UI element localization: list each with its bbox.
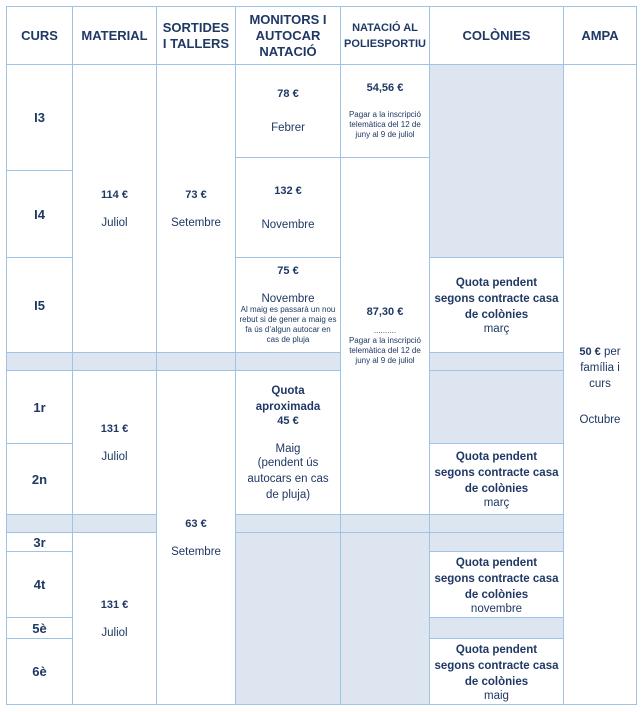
header-sortides-line2: I TALLERS: [162, 35, 230, 51]
material-primary-low-amount: 131 €: [100, 422, 129, 435]
course-5e: [6, 617, 73, 639]
natacio-rest-amount: 87,30 €: [366, 306, 404, 318]
sortides-infantil-month: Setembre: [171, 216, 221, 229]
sortides-infantil-amount: 73 €: [185, 188, 207, 201]
colonies-6e-line1: Quota pendent: [455, 643, 538, 656]
course-i3: [6, 64, 73, 171]
course-i4: [6, 170, 73, 258]
header-monitors-line1: MONITORS I: [249, 11, 327, 27]
colonies-6e: [429, 638, 564, 705]
course-i3-label: I3: [34, 110, 45, 125]
header-natacio-line1: NATACIÓ AL: [352, 21, 418, 34]
natacio-upper-primary-empty: [340, 532, 430, 705]
sortides-primary-amount: 63 €: [185, 517, 207, 530]
sortides-primary: [156, 370, 236, 705]
colonies-4t: [429, 551, 564, 618]
course-6e-label: 6è: [32, 664, 47, 679]
separator-row-infantil-sortides: [156, 352, 236, 371]
course-6e: [6, 638, 73, 705]
monitors-primary: [235, 370, 341, 515]
monitors-i5: [235, 257, 341, 353]
monitors-i3-month: Febrer: [271, 122, 305, 134]
monitors-i3-amount: 78 €: [277, 88, 299, 100]
header-natacio-line2: POLIESPORTIU: [344, 37, 426, 50]
separator-row-primary-colonies: [429, 514, 564, 533]
natacio-rest-note: Pagar a la inscripció telemàtica del 12 de juny al 9 de juliol: [348, 336, 422, 365]
monitors-primary-note: (pendent ús autocars en cas de pluja): [247, 456, 329, 501]
colonies-i3-i4-empty: [429, 64, 564, 258]
course-i5-label: I5: [34, 297, 45, 313]
course-i5: [6, 257, 73, 353]
material-primary-high-amount: 131 €: [100, 598, 129, 611]
monitors-upper-primary-empty: [235, 532, 341, 705]
natacio-rest: [340, 157, 430, 515]
natacio-i3-note: Pagar a la inscripció telemàtica del 12 de juny al 9 de juliol: [348, 110, 422, 139]
course-4t: [6, 551, 73, 618]
colonies-3r-empty: [429, 532, 564, 552]
header-material: [72, 6, 157, 65]
header-sortides-line1: SORTIDES: [162, 19, 230, 35]
material-infantil: [72, 64, 157, 353]
course-2n: [6, 443, 73, 515]
ampa-per-line2: família i: [580, 362, 620, 374]
ampa-amount: 50 €: [579, 346, 601, 358]
sortides-infantil: [156, 64, 236, 353]
natacio-rest-dots: ..........: [373, 326, 397, 335]
separator-row-primary-monitors: [235, 514, 341, 533]
header-monitors-line3: NATACIÓ: [259, 43, 317, 59]
course-3r: [6, 532, 73, 552]
course-4t-label: 4t: [33, 577, 46, 592]
separator-row-primary-curs: [6, 514, 73, 533]
colonies-6e-month: maig: [484, 689, 509, 702]
separator-row-infantil-monitors: [235, 352, 341, 371]
monitors-primary-amount: 45 €: [277, 414, 299, 427]
colonies-i5-line2: segons contracte casa: [434, 293, 559, 305]
ampa-month: Octubre: [579, 414, 621, 426]
ampa-per-line3: curs: [589, 378, 611, 390]
monitors-primary-month: Maig: [275, 442, 301, 455]
course-1r-label: 1r: [33, 399, 46, 415]
header-colonies-text: COLÒNIES: [462, 27, 531, 43]
header-material-text: MATERIAL: [81, 27, 148, 43]
monitors-i5-amount: 75 €: [277, 265, 299, 277]
colonies-6e-line2: segons contracte casa: [434, 659, 559, 672]
header-ampa-text: AMPA: [581, 27, 619, 43]
colonies-4t-line2: segons contracte casa: [434, 572, 559, 585]
monitors-i4-month: Novembre: [261, 218, 315, 231]
course-1r: [6, 370, 73, 444]
course-i4-label: I4: [34, 206, 45, 222]
separator-row-infantil-curs: [6, 352, 73, 371]
monitors-i4-amount: 132 €: [274, 184, 302, 197]
ampa-all: [563, 64, 637, 705]
header-colonies: [429, 6, 564, 65]
header-curs: [6, 6, 73, 65]
header-ampa: [563, 6, 637, 65]
colonies-2n-line2: segons contracte casa: [434, 467, 559, 479]
material-primary-low: [72, 370, 157, 515]
separator-row-primary-natacio: [340, 514, 430, 533]
monitors-i4: [235, 157, 341, 258]
course-5e-label: 5è: [32, 620, 47, 636]
colonies-2n: [429, 443, 564, 515]
monitors-i3: [235, 64, 341, 158]
separator-row-infantil-colonies: [429, 352, 564, 371]
header-monitors-line2: AUTOCAR: [255, 27, 321, 43]
header-natacio: [340, 6, 430, 65]
sortides-primary-month: Setembre: [171, 545, 221, 558]
course-3r-label: 3r: [33, 534, 46, 550]
separator-row-infantil-material: [72, 352, 157, 371]
course-2n-label: 2n: [31, 471, 48, 487]
material-primary-high-month: Juliol: [101, 626, 128, 639]
colonies-5e-empty: [429, 617, 564, 639]
monitors-primary-title-line1: Quota: [271, 384, 305, 397]
colonies-2n-month: març: [483, 497, 510, 509]
ampa-per: per: [600, 346, 621, 358]
colonies-i5-month: març: [483, 323, 510, 335]
colonies-i5-line1: Quota pendent: [455, 277, 538, 289]
header-curs-text: CURS: [21, 27, 58, 43]
material-infantil-amount: 114 €: [101, 188, 128, 201]
natacio-i3-amount: 54,56 €: [366, 82, 404, 94]
colonies-4t-line1: Quota pendent: [455, 556, 538, 569]
material-primary-high: [72, 532, 157, 705]
material-infantil-month: Juliol: [101, 216, 128, 229]
monitors-i5-month: Novembre: [261, 293, 315, 305]
header-monitors: [235, 6, 341, 65]
colonies-4t-month: novembre: [470, 602, 523, 615]
material-primary-low-month: Juliol: [101, 450, 128, 463]
colonies-1r-empty: [429, 370, 564, 444]
colonies-4t-line3: de colònies: [464, 588, 529, 601]
colonies-6e-line3: de colònies: [464, 675, 529, 688]
natacio-i3: [340, 64, 430, 158]
colonies-2n-line1: Quota pendent: [455, 451, 538, 463]
separator-row-primary-material: [72, 514, 157, 533]
colonies-2n-line3: de colònies: [464, 483, 529, 495]
monitors-primary-title-line2: aproximada: [255, 400, 321, 413]
colonies-i5: [429, 257, 564, 353]
colonies-i5-line3: de colònies: [464, 309, 529, 321]
header-sortides: [156, 6, 236, 65]
monitors-i5-note: Al maig es passarà un nou rebut si de gener a maig es fa ús d’algun autocar en cas de pluja: [239, 305, 337, 344]
